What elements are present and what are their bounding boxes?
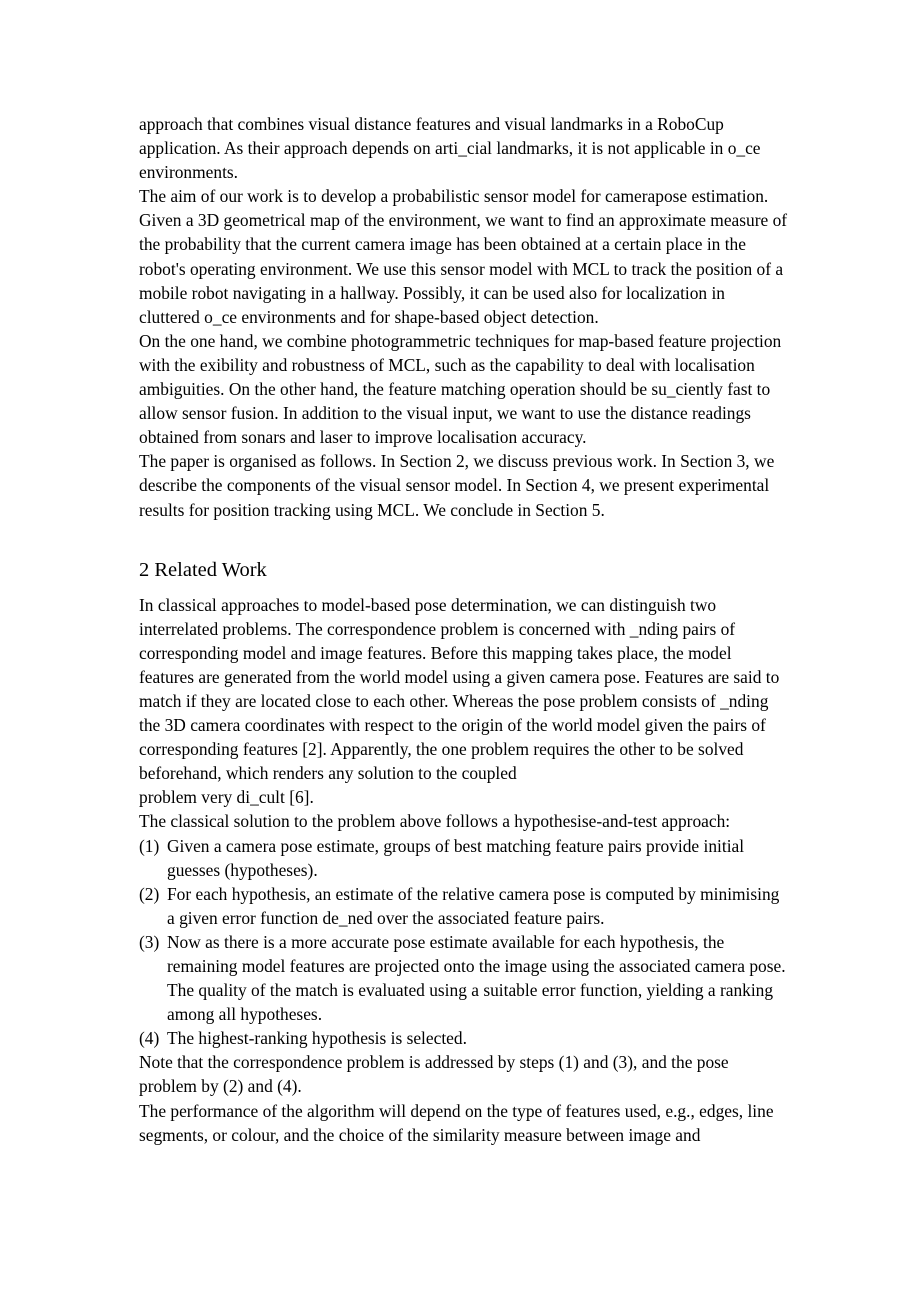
- paragraph-continuation: problem very di_cult [6].: [139, 787, 314, 808]
- list-item: [139, 882, 789, 930]
- list-item-text: The highest-ranking hypothesis is selected.: [167, 1028, 467, 1049]
- list-item-number: (3): [139, 931, 160, 952]
- paragraph: Note that the correspondence problem is addressed by steps (1) and (3), and the pose problem by (2) and (4).: [139, 1052, 729, 1097]
- paragraph: The aim of our work is to develop a probabilistic sensor model for camerapose estimation. Given a 3D geometrical map of the environment, we want to find an approximate measure of the probability that the current camera image has been obtained at a certain place in the robot's operating environment. We use this sensor model with MCL to track the position of a mobile robot navigating in a hallway. Possibly, it can be used also for localization in cluttered o_ce environments and for shape-based object detection.: [139, 186, 788, 327]
- list-item-number: (4): [139, 1028, 160, 1049]
- paragraph: The paper is organised as follows. In Section 2, we discuss previous work. In Section 3, we describe the components of the visual sensor model. In Section 4, we present experimental results for position tracking using MCL. We conclude in Section 5.: [139, 451, 775, 520]
- list-item: [139, 930, 789, 1026]
- list-item-text: Given a camera pose estimate, groups of best matching feature pairs provide initial guesses (hypotheses).: [167, 835, 745, 880]
- paragraph: The performance of the algorithm will depend on the type of features used, e.g., edges, line segments, or colour, and the choice of the similarity measure between image and: [139, 1100, 774, 1145]
- list-item: [139, 1026, 789, 1050]
- paragraph: On the one hand, we combine photogrammetric techniques for map-based feature projection with the exibility and robustness of MCL, such as the capability to deal with localisation ambiguities. On the other hand, the feature matching operation should be su_ciently fast to allow sensor fusion. In addition to the visual input, we want to use the distance readings obtained from sonars and laser to improve localisation accuracy.: [139, 330, 782, 448]
- list-item-text: For each hypothesis, an estimate of the relative camera pose is computed by minimising a given error function de_ned over the associated feature pairs.: [167, 883, 780, 928]
- paragraph: The classical solution to the problem above follows a hypothesise-and-test approach:: [139, 811, 731, 832]
- list-item: [139, 834, 789, 882]
- list-item-number: (2): [139, 883, 160, 904]
- paragraph: In classical approaches to model-based pose determination, we can distinguish two interrelated problems. The correspondence problem is concerned with _nding pairs of corresponding model and image features. Before this mapping takes place, the model features are generated from the world model using a given camera pose. Features are said to match if they are located close to each other. Whereas the pose problem consists of _nding the 3D camera coordinates with respect to the origin of the world model given the pairs of corresponding features [2]. Apparently, the one problem requires the other to be solved beforehand, which renders any solution to the coupled: [139, 594, 780, 784]
- list-item-number: (1): [139, 835, 160, 856]
- section-heading: 2 Related Work: [139, 558, 267, 581]
- steps-list: [139, 834, 789, 1051]
- paragraph: approach that combines visual distance features and visual landmarks in a RoboCup application. As their approach depends on arti_cial landmarks, it is not applicable in o_ce environments.: [139, 114, 761, 183]
- document-page: [139, 112, 789, 1147]
- list-item-text: Now as there is a more accurate pose estimate available for each hypothesis, the remaining model features are projected onto the image using the associated camera pose. The quality of the match is evaluated using a suitable error function, yielding a ranking among all hypotheses.: [167, 931, 786, 1025]
